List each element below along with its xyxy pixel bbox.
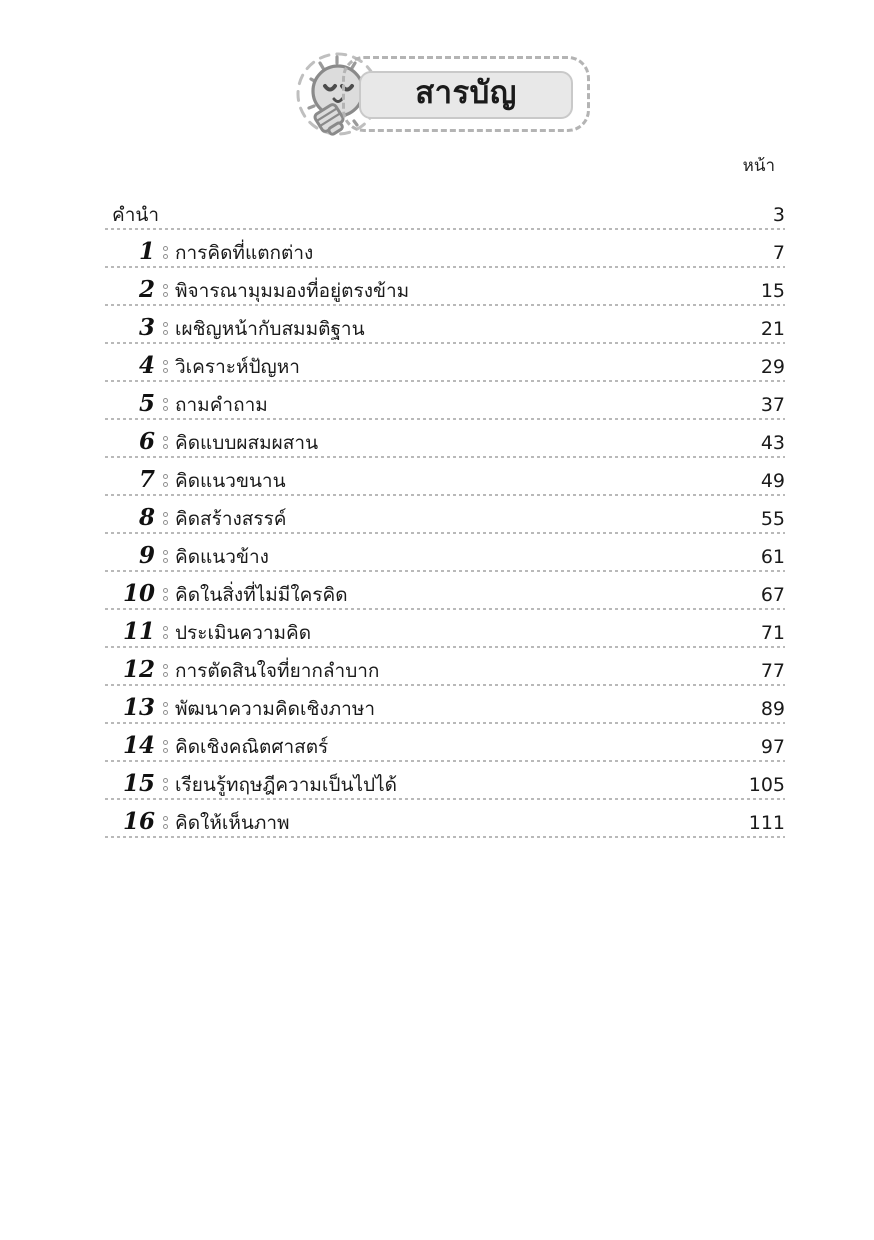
chapter-number: 10: [122, 580, 155, 608]
page-header: [0, 46, 874, 146]
toc-row-chapter-15[interactable]: [105, 762, 785, 800]
toc-entry-page: 37: [760, 394, 785, 417]
toc-entry-page: 15: [760, 280, 785, 303]
chapter-separator-icon: [155, 546, 175, 566]
toc-entry-title: คิดสร้างสรรค์: [175, 508, 287, 531]
toc-entry-page: 21: [760, 318, 785, 341]
page-column-header: หน้า: [742, 156, 775, 176]
toc-chapter-rows: [105, 230, 785, 838]
toc-row-chapter-7[interactable]: [105, 458, 785, 496]
toc-entry-title: คิดแนวข้าง: [175, 546, 269, 569]
toc-entry-title: ถามคำถาม: [175, 394, 268, 417]
toc-entry-title: ประเมินความคิด: [175, 622, 312, 645]
page-title-box: [359, 71, 573, 119]
toc-entry-title: การคิดที่แตกต่าง: [175, 242, 314, 265]
chapter-number: 6: [138, 428, 155, 456]
chapter-number: 16: [122, 808, 155, 836]
chapter-number: 11: [122, 618, 155, 646]
chapter-number: 2: [138, 276, 155, 304]
toc-row-chapter-9[interactable]: [105, 534, 785, 572]
toc-entry-title: คิดในสิ่งที่ไม่มีใครคิด: [175, 584, 348, 607]
chapter-separator-icon: [155, 774, 175, 794]
toc-entry-page: 29: [760, 356, 785, 379]
toc-entry-title: เรียนรู้ทฤษฎีความเป็นไปได้: [175, 774, 397, 797]
chapter-number: 7: [138, 466, 155, 494]
chapter-number: 1: [138, 238, 155, 266]
chapter-separator-icon: [155, 470, 175, 490]
toc-entry-page: 61: [760, 546, 785, 569]
toc-entry-page: 71: [760, 622, 785, 645]
toc-row-chapter-3[interactable]: [105, 306, 785, 344]
chapter-separator-icon: [155, 318, 175, 338]
chapter-number: 3: [138, 314, 155, 342]
toc-row-chapter-14[interactable]: [105, 724, 785, 762]
chapter-separator-icon: [155, 280, 175, 300]
toc-row-chapter-11[interactable]: [105, 610, 785, 648]
chapter-number: 5: [138, 390, 155, 418]
toc-row-chapter-6[interactable]: [105, 420, 785, 458]
toc-entry-title: พิจารณามุมมองที่อยู่ตรงข้าม: [175, 280, 410, 303]
page-title: สารบัญ: [415, 75, 517, 111]
toc-entry-title: คิดแบบผสมผสาน: [175, 432, 319, 455]
toc-entry-page: 49: [760, 470, 785, 493]
toc-entry-title: คำนำ: [112, 204, 160, 227]
toc-entry-page: 97: [760, 736, 785, 759]
toc-entry-title: เผชิญหน้ากับสมมติฐาน: [175, 318, 365, 341]
toc-row-chapter-5[interactable]: [105, 382, 785, 420]
toc-entry-page: 67: [760, 584, 785, 607]
chapter-separator-icon: [155, 622, 175, 642]
toc-list: [105, 196, 785, 838]
chapter-separator-icon: [155, 736, 175, 756]
toc-row-preface[interactable]: [105, 196, 785, 230]
toc-row-chapter-1[interactable]: [105, 230, 785, 268]
chapter-separator-icon: [155, 698, 175, 718]
toc-row-chapter-4[interactable]: [105, 344, 785, 382]
toc-entry-title: คิดให้เห็นภาพ: [175, 812, 290, 835]
chapter-separator-icon: [155, 812, 175, 832]
chapter-number: 15: [122, 770, 155, 798]
toc-entry-page: 105: [748, 774, 785, 797]
toc-entry-page: 43: [760, 432, 785, 455]
toc-row-chapter-13[interactable]: [105, 686, 785, 724]
chapter-number: 13: [122, 694, 155, 722]
chapter-separator-icon: [155, 242, 175, 262]
toc-row-chapter-2[interactable]: [105, 268, 785, 306]
toc-row-chapter-12[interactable]: [105, 648, 785, 686]
toc-entry-title: คิดแนวขนาน: [175, 470, 286, 493]
toc-entry-page: 7: [772, 242, 785, 265]
chapter-separator-icon: [155, 584, 175, 604]
toc-entry-title: วิเคราะห์ปัญหา: [175, 356, 300, 379]
toc-entry-page: 3: [772, 204, 785, 227]
chapter-number: 9: [138, 542, 155, 570]
chapter-separator-icon: [155, 508, 175, 528]
toc-entry-title: คิดเชิงคณิตศาสตร์: [175, 736, 329, 759]
chapter-separator-icon: [155, 356, 175, 376]
row-divider: [105, 836, 785, 838]
chapter-number: 12: [122, 656, 155, 684]
toc-entry-page: 77: [760, 660, 785, 683]
toc-entry-page: 111: [748, 812, 785, 835]
chapter-separator-icon: [155, 432, 175, 452]
chapter-number: 8: [138, 504, 155, 532]
chapter-separator-icon: [155, 660, 175, 680]
toc-row-chapter-8[interactable]: [105, 496, 785, 534]
toc-entry-page: 55: [760, 508, 785, 531]
toc-row-chapter-16[interactable]: [105, 800, 785, 838]
chapter-number: 4: [138, 352, 155, 380]
toc-entry-title: การตัดสินใจที่ยากลำบาก: [175, 660, 380, 683]
toc-row-chapter-10[interactable]: [105, 572, 785, 610]
toc-entry-title: พัฒนาความคิดเชิงภาษา: [175, 698, 376, 721]
chapter-number: 14: [122, 732, 155, 760]
toc-entry-page: 89: [760, 698, 785, 721]
chapter-separator-icon: [155, 394, 175, 414]
